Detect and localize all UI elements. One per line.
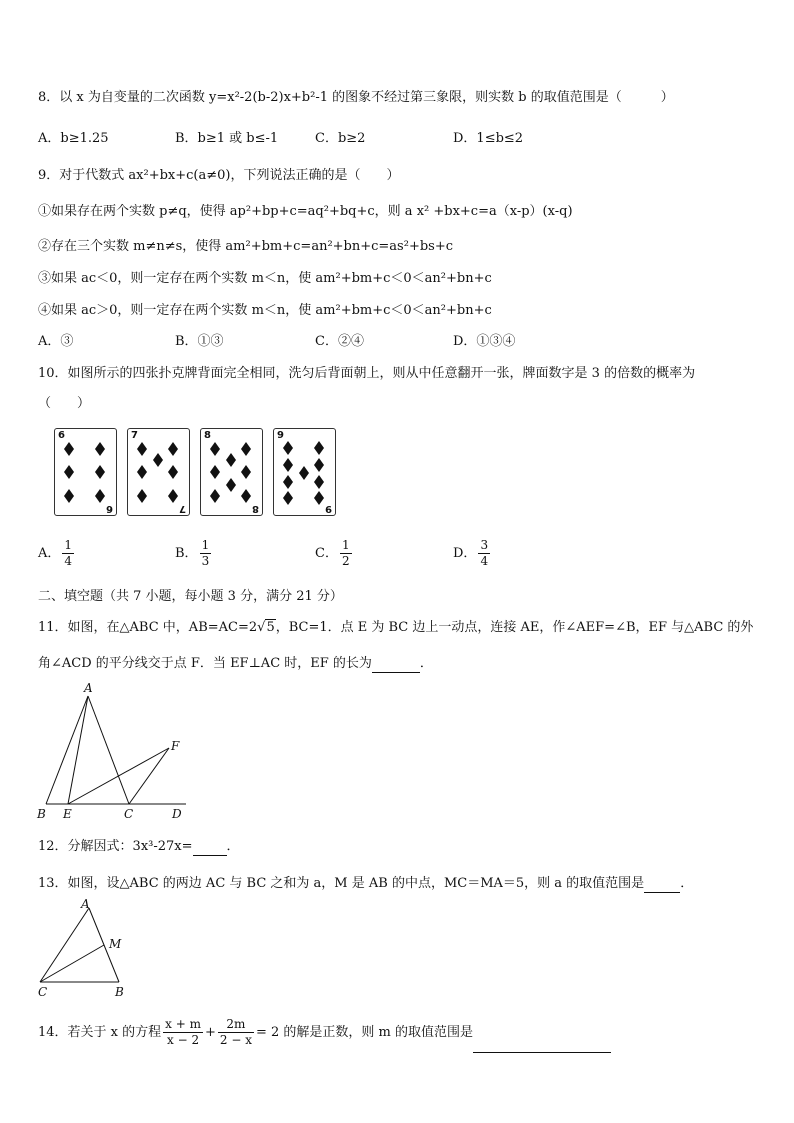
q11-line-2: 角∠ACD 的平分线交于点 F．当 EF⊥AC 时，EF 的长为 ． [38, 656, 433, 671]
label-a: A [81, 897, 90, 911]
q10-option-d: D． $\frac{3}{4}$ [453, 538, 489, 568]
q10-option-c: C． $\frac{1}{2}$ [315, 538, 350, 568]
playing-card-7 [127, 428, 190, 516]
label-d: D [172, 807, 182, 821]
label-c: C [124, 807, 134, 821]
label-f: F [171, 739, 180, 753]
card-rank: 7 [179, 503, 186, 514]
q11-triangle-figure [34, 680, 189, 825]
diamond-pips-icon [128, 429, 189, 515]
card-rank: 7 [131, 430, 138, 441]
q13-triangle-figure [34, 896, 134, 1000]
label-c: C [38, 985, 48, 999]
q9-option-b: B．①③ [175, 334, 224, 349]
q9-option-c: C．②④ [315, 334, 364, 349]
q10-stem: 10．如图所示的四张扑克牌背面完全相同，洗匀后背面朝上，则从中任意翻开一张，牌面数字是 3 的倍数的概率为 [38, 366, 696, 381]
label-a: A [84, 681, 93, 695]
diamond-pips-icon [274, 429, 335, 515]
q13-stem: 13．如图，设△ABC 的两边 AC 与 BC 之和为 a，M 是 AB 的中点，MC＝MA＝5，则 a 的取值范围是 ． [38, 876, 694, 891]
card-rank: 6 [106, 503, 113, 514]
q8-option-d: D．1≤b≤2 [453, 131, 524, 146]
label-b: B [37, 807, 46, 821]
card-rank: 8 [204, 430, 211, 441]
playing-card-8 [200, 428, 263, 516]
q9-statement-3: ③如果 ac＜0，则一定存在两个实数 m＜n，使 am²+bm+c＜0＜an²+bn+c [38, 271, 492, 286]
q11-line-1: 11．如图，在△ABC 中，AB=AC=2√5，BC=1．点 E 为 BC 边上一动点，连接 AE，作∠AEF=∠B，EF 与△ABC 的外 [38, 620, 754, 635]
diamond-pips-icon [201, 429, 262, 515]
q10-option-a: A． $\frac{1}{4}$ [38, 538, 73, 568]
q8-stem: 8．以 x 为自变量的二次函数 y=x²-2(b-2)x+b²-1 的图象不经过第三象限，则实数 b 的取值范围是（ ） [38, 90, 674, 105]
label-m: M [109, 937, 122, 951]
playing-card-6 [54, 428, 117, 516]
playing-card-9 [273, 428, 336, 516]
section-heading: 二、填空题（共 7 小题，每小题 3 分，满分 21 分） [38, 589, 343, 604]
q9-statement-4: ④如果 ac＞0，则一定存在两个实数 m＜n，使 am²+bm+c＜0＜an²+bn+c [38, 303, 492, 318]
q9-stem: 9．对于代数式 ax²+bx+c(a≠0)，下列说法正确的是（ ） [38, 168, 400, 183]
q9-statement-1: ①如果存在两个实数 p≠q，使得 ap²+bp+c=aq²+bq+c，则 a x² +bx+c=a（x-p）(x-q) [38, 204, 573, 219]
q10-option-b: B． $\frac{1}{3}$ [175, 538, 210, 568]
card-rank: 6 [58, 430, 65, 441]
diamond-pips-icon [55, 429, 116, 515]
q12-stem: 12．分解因式：3x³-27x= ． [38, 839, 240, 854]
q8-option-b: B．b≥1 或 b≤-1 [175, 131, 279, 146]
q8-option-c: C．b≥2 [315, 131, 366, 146]
card-rank: 9 [277, 430, 284, 441]
card-rank: 8 [252, 503, 259, 514]
label-e: E [63, 807, 72, 821]
q10-paren: （ ） [38, 396, 91, 411]
q14-stem: 14．若关于 x 的方程 $\frac{x + m}{x - 2}$ + $\frac{2m}{2 - x}$ = 2 的解是正数，则 m 的取值范围是 [38, 1012, 611, 1053]
q9-option-d: D．①③④ [453, 334, 516, 349]
q9-statement-2: ②存在三个实数 m≠n≠s，使得 am²+bm+c=an²+bn+c=as²+bs+c [38, 239, 453, 254]
card-rank: 9 [325, 503, 332, 514]
label-b: B [115, 985, 124, 999]
q9-option-a: A．③ [38, 334, 74, 349]
q8-option-a: A．b≥1.25 [38, 131, 109, 146]
